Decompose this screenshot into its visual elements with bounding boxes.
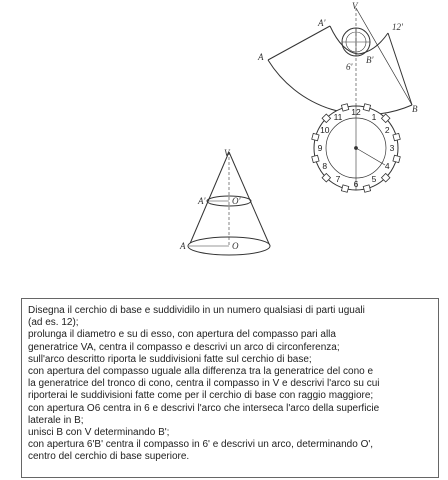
instruction-line: la generatrice del tronco di cono, centra il compasso in V e descrivi l'arco su cui <box>28 378 380 390</box>
instruction-line: generatrice VA, centra il compasso e descrivi un arco di circonferenza; <box>28 341 340 353</box>
circle-number-4: 4 <box>384 161 390 171</box>
cone-labels <box>179 148 241 251</box>
circle-tooth <box>363 104 370 111</box>
instructions-text <box>28 305 440 464</box>
instructions-box <box>21 298 439 478</box>
circle-tooth <box>393 155 400 162</box>
instruction-line: (ad es. 12); <box>28 317 79 329</box>
instruction-line: sull'arco descritto riporta le suddivisioni fatte sul cerchio di base; <box>28 353 312 365</box>
upper-base-circle <box>342 28 370 56</box>
circle-number-5: 5 <box>371 174 377 185</box>
circle-number-2: 2 <box>384 125 390 135</box>
circle-number-3: 3 <box>389 143 395 153</box>
circle-number-1: 1 <box>371 111 377 122</box>
label-a-prime-cone: A' <box>198 196 206 206</box>
label-b: B <box>412 104 418 114</box>
label-a-top: A <box>258 52 264 62</box>
lateral-surface-development <box>268 8 412 118</box>
label-o-prime-cone: O' <box>232 196 241 206</box>
instruction-line: riporterai le suddivisioni fatte come per il cerchio di base con raggio maggiore; <box>28 390 374 402</box>
label-v-cone: V <box>224 148 230 158</box>
label-a-cone: A <box>180 241 186 251</box>
top-labels <box>257 1 418 114</box>
label-b-prime: B' <box>366 55 374 65</box>
instruction-line: Disegna il cerchio di base e suddividilo in un numero qualsiasi di parti uguali <box>28 305 365 316</box>
instruction-line: centro del cerchio di base superiore. <box>28 451 190 463</box>
circle-number-8: 8 <box>322 161 328 171</box>
instruction-line: con apertura O6 centra in 6 e descrivi l'arco che interseca l'arco della superficie <box>28 402 380 414</box>
circle-number-12: 12 <box>351 107 361 117</box>
label-a-prime-top: A' <box>318 18 326 28</box>
circle-number-11: 11 <box>333 111 343 122</box>
circle-tooth <box>363 185 370 192</box>
circle-tooth <box>341 185 348 192</box>
instruction-line: con apertura 6'B' centra il compasso in 6' e descrivi un arco, determinando O', <box>28 439 374 451</box>
instruction-line: prolunga il diametro e su di esso, con apertura del compasso pari alla <box>28 329 336 341</box>
circle-number-10: 10 <box>320 125 330 135</box>
circle-tooth <box>393 133 400 140</box>
instruction-line: laterale in B; <box>28 414 84 426</box>
label-o-cone: O <box>232 241 239 251</box>
generatrix-v-b <box>356 8 412 105</box>
inner-arc <box>330 26 388 54</box>
circle-number-7: 7 <box>335 174 341 185</box>
circle-number-6: 6 <box>353 179 359 189</box>
left-edge <box>268 26 330 60</box>
circle-tooth <box>312 155 319 162</box>
instruction-line: unisci B con V determinando B'; <box>28 427 170 439</box>
circle-tooth <box>341 104 348 111</box>
label-v-top: V <box>352 1 358 11</box>
circle-number-9: 9 <box>317 143 323 153</box>
label-6-prime: 6' <box>346 62 353 72</box>
circle-tooth <box>312 133 319 140</box>
label-12-prime: 12' <box>392 22 403 32</box>
instruction-line: con apertura del compasso uguale alla differenza tra la generatrice del cono e <box>28 366 374 378</box>
